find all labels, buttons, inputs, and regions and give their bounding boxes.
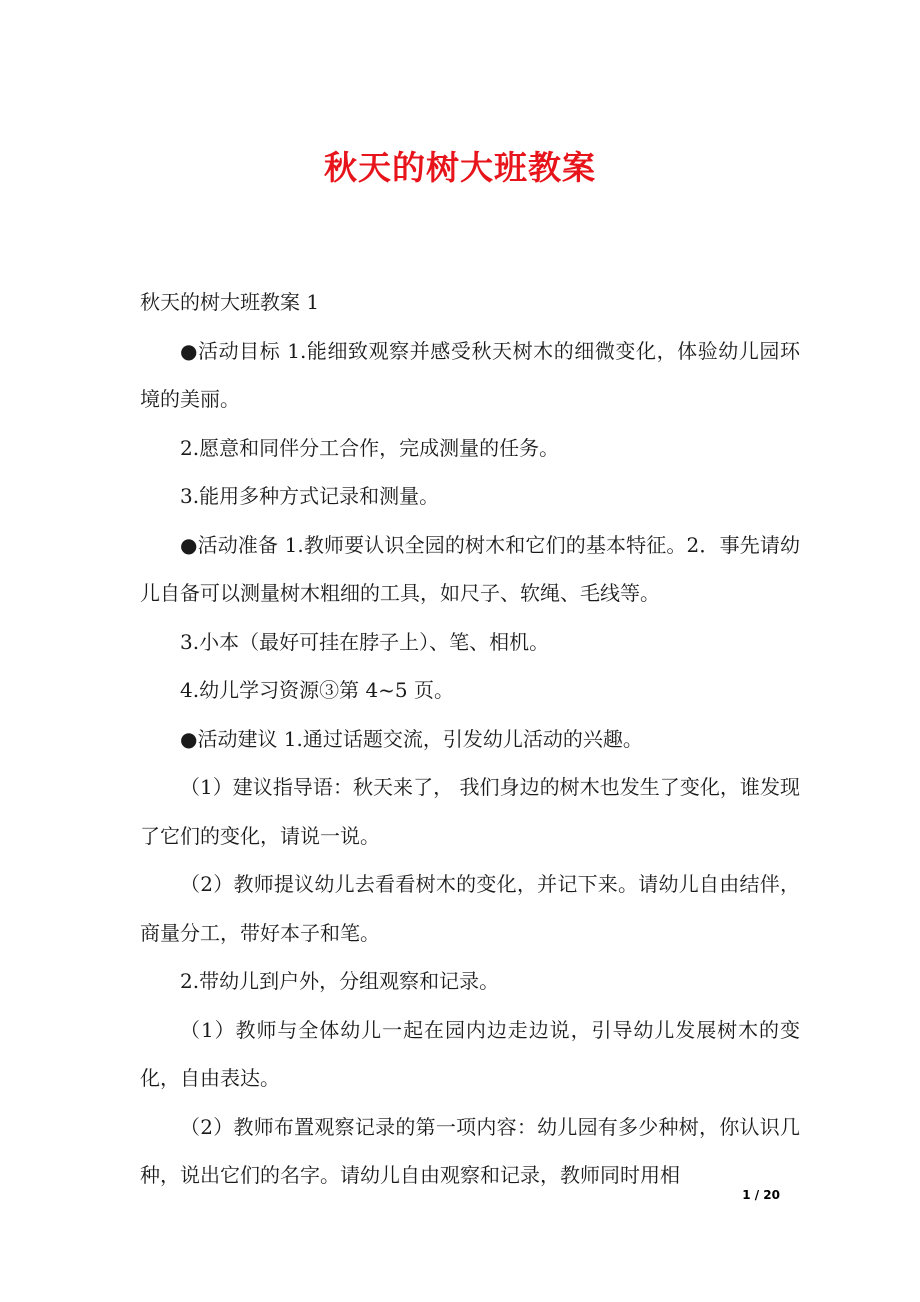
paragraph: ●活动建议 1.通过话题交流，引发幼儿活动的兴趣。 [180, 726, 643, 751]
paragraph: ●活动目标 1.能细致观察并感受秋天树木的细微变化，体验幼儿园环境的美丽。 [140, 338, 800, 411]
paragraph: （2）教师布置观察记录的第一项内容：幼儿园有多少种树，你认识几种，说出它们的名字。请幼儿自由观察和记录，教师同时用相 [140, 1114, 800, 1187]
paragraph: 2.带幼儿到户外，分组观察和记录。 [180, 969, 500, 993]
paragraph: （2）教师提议幼儿去看看树木的变化，并记下来。请幼儿自由结伴，商量分工，带好本子和笔。 [140, 872, 800, 945]
page-number: 1 / 20 [742, 1188, 780, 1202]
document-title: 秋天的树大班教案 [324, 148, 596, 187]
paragraph: 4.幼儿学习资源③第 4~5 页。 [180, 678, 455, 702]
paragraph: 3.能用多种方式记录和测量。 [180, 484, 440, 508]
section-heading: 秋天的树大班教案 1 [140, 290, 320, 314]
paragraph: ●活动准备 1.教师要认识全园的树木和它们的基本特征。2．事先请幼儿自备可以测量树木粗细的工具，如尺子、软绳、毛线等。 [140, 532, 800, 605]
paragraph: （1）教师与全体幼儿一起在园内边走边说，引导幼儿发展树木的变化，自由表达。 [140, 1017, 800, 1090]
paragraph: 3.小本（最好可挂在脖子上）、笔、相机。 [180, 629, 550, 654]
document-body [140, 278, 800, 1200]
paragraph: （1）建议指导语：秋天来了， 我们身边的树木也发生了变化，谁发现了它们的变化，请说一说。 [140, 775, 800, 848]
paragraph: 2.愿意和同伴分工合作，完成测量的任务。 [180, 435, 560, 460]
